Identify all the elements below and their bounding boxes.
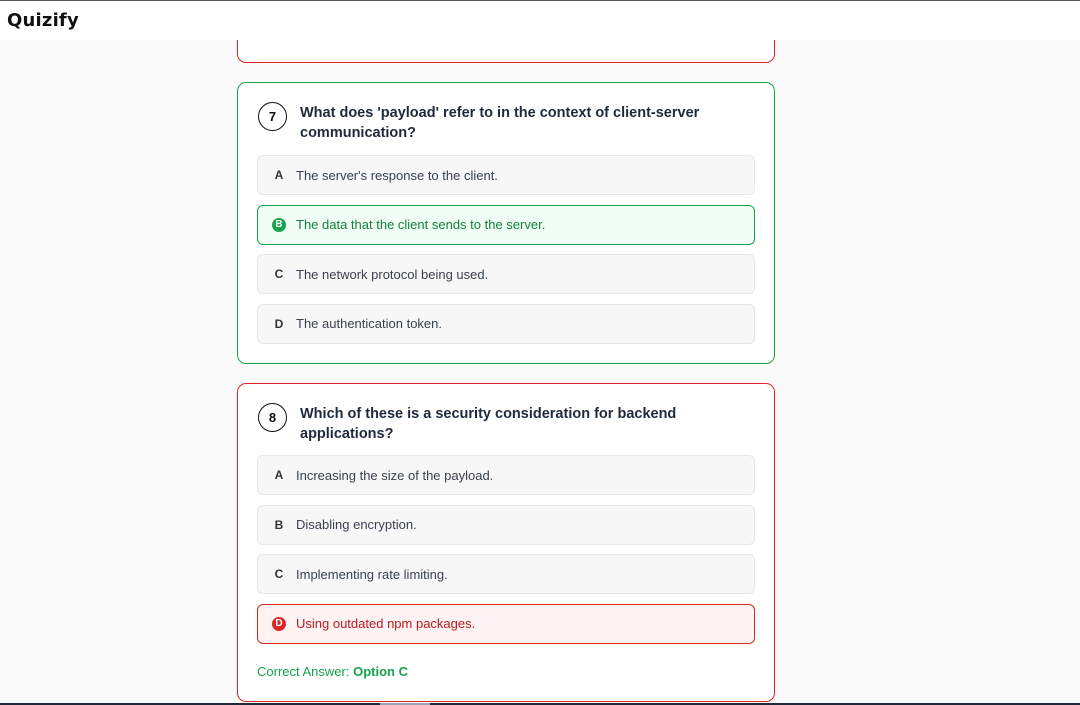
option-text: Using outdated npm packages.: [296, 616, 476, 631]
option-a[interactable]: [257, 455, 755, 495]
option-letter: B: [274, 517, 284, 532]
option-letter: C: [274, 567, 284, 581]
correct-answer-value: Option C: [353, 664, 408, 679]
option-c[interactable]: [257, 554, 755, 594]
option-text: Implementing rate limiting.: [296, 566, 448, 582]
correct-answer-line: [257, 664, 408, 679]
option-letter: D: [274, 316, 284, 331]
option-text: The authentication token.: [296, 316, 442, 331]
option-letter: C: [274, 267, 284, 281]
question-text: Which of these is a security consideration for backend applications?: [300, 406, 677, 442]
option-letter: D: [272, 617, 286, 631]
question-card-8: [237, 383, 775, 702]
option-text: Disabling encryption.: [296, 517, 417, 532]
option-text: The server's response to the client.: [296, 167, 498, 183]
question-header: [258, 403, 734, 444]
question-number-badge: 8: [258, 403, 287, 432]
correct-answer-label: Correct Answer:: [257, 664, 354, 679]
option-text: The network protocol being used.: [296, 266, 489, 282]
question-text: What does 'payload' refer to in the context of client-server communication?: [300, 105, 700, 141]
option-d[interactable]: [257, 304, 755, 344]
option-letter: A: [274, 468, 284, 482]
option-d-selected-wrong[interactable]: [257, 604, 755, 644]
option-b-selected-correct[interactable]: [257, 205, 755, 245]
option-letter: B: [272, 218, 286, 232]
option-a[interactable]: [257, 155, 755, 195]
question-header: [258, 102, 734, 143]
option-b[interactable]: [257, 505, 755, 545]
option-text: Increasing the size of the payload.: [296, 467, 494, 483]
options-list: [257, 155, 755, 353]
option-text: The data that the client sends to the server.: [296, 217, 546, 232]
option-c[interactable]: [257, 254, 755, 294]
app-logo-title[interactable]: Quizify: [7, 10, 79, 31]
app-header: [0, 0, 1080, 40]
option-letter: A: [274, 168, 284, 182]
options-list: [257, 455, 755, 653]
question-card-7: [237, 82, 775, 364]
question-number-badge: 7: [258, 102, 287, 131]
